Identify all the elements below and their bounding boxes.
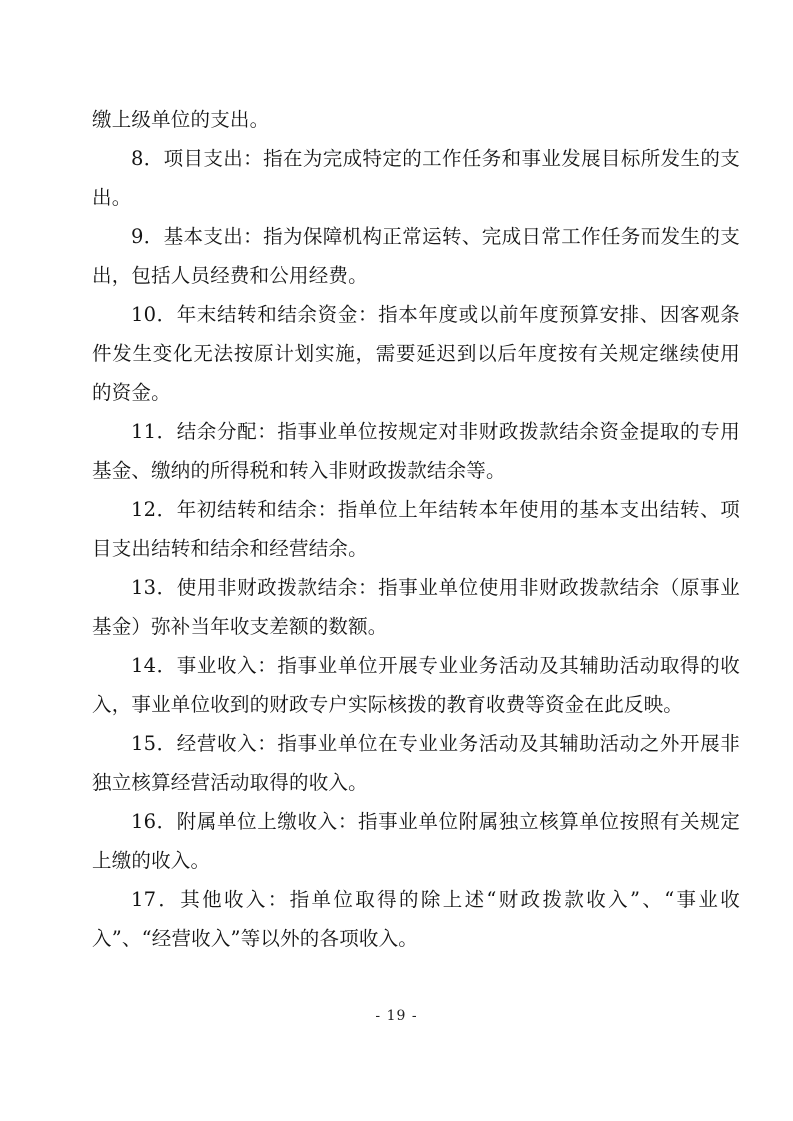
document-body	[92, 100, 740, 958]
paragraph: 15．经营收入：指事业单位在专业业务活动及其辅助活动之外开展非独立核算经营活动取得的收入。	[92, 732, 740, 794]
paragraph: 9．基本支出：指为保障机构正常运转、完成日常工作任务而发生的支出，包括人员经费和公用经费。	[92, 225, 740, 287]
paragraph: 16．附属单位上缴收入：指事业单位附属独立核算单位按照有关规定上缴的收入。	[92, 810, 740, 872]
page-number: - 19 -	[375, 1008, 418, 1024]
paragraph: 13．使用非财政拨款结余：指事业单位使用非财政拨款结余（原事业基金）弥补当年收支差额的数额。	[92, 576, 740, 638]
paragraph: 缴上级单位的支出。	[92, 108, 270, 131]
paragraph: 14．事业收入：指事业单位开展专业业务活动及其辅助活动取得的收入，事业单位收到的财政专户实际核拨的教育收费等资金在此反映。	[92, 654, 740, 716]
paragraph: 12．年初结转和结余：指单位上年结转本年使用的基本支出结转、项目支出结转和结余和经营结余。	[92, 498, 740, 560]
paragraph: 17．其他收入：指单位取得的除上述“财政拨款收入”、“事业收入”、“经营收入”等以外的各项收入。	[92, 888, 740, 950]
paragraph: 11．结余分配：指事业单位按规定对非财政拨款结余资金提取的专用基金、缴纳的所得税和转入非财政拨款结余等。	[92, 420, 740, 482]
paragraph: 8．项目支出：指在为完成特定的工作任务和事业发展目标所发生的支出。	[92, 147, 740, 209]
paragraph: 10．年末结转和结余资金：指本年度或以前年度预算安排、因客观条件发生变化无法按原计划实施，需要延迟到以后年度按有关规定继续使用的资金。	[92, 303, 740, 404]
